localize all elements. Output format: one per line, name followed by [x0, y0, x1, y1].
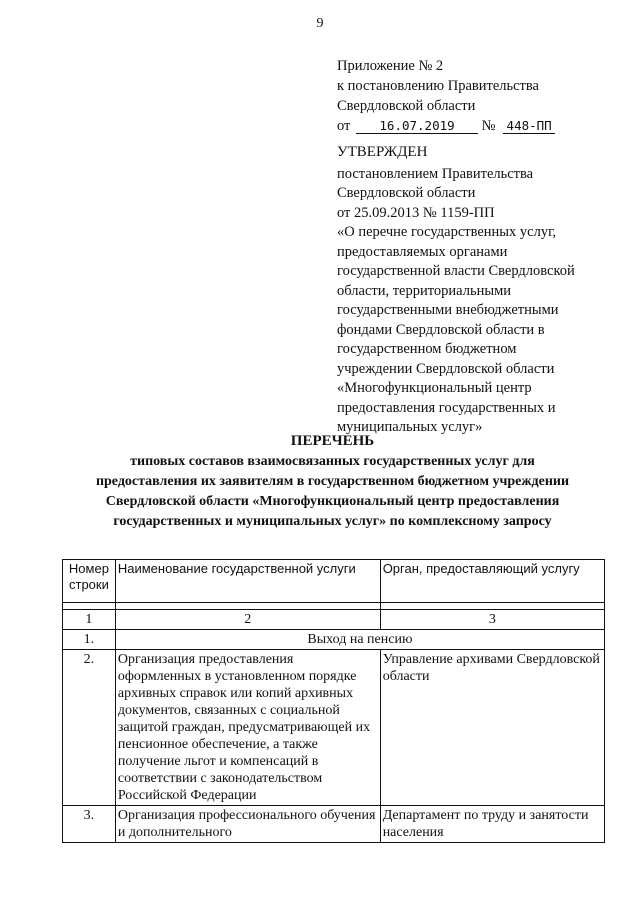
approved-block [337, 143, 627, 438]
header-number: Номер строки [63, 560, 116, 603]
approved-line: Свердловской области [337, 185, 476, 201]
column-number: 2 [115, 610, 380, 630]
approved-line: «О перечне государственных услуг, [337, 224, 557, 240]
title-line: типовых составов взаимосвязанных государственных услуг для [130, 454, 535, 469]
resolution-date: 16.07.2019 [356, 118, 478, 134]
column-number-row [63, 610, 605, 630]
appendix-line-1: Приложение № 2 [337, 58, 444, 74]
header-service: Наименование государственной услуги [115, 560, 380, 603]
appendix-line-3: Свердловской области [337, 98, 476, 114]
section-title: Выход на пенсию [115, 630, 604, 650]
table-row [63, 806, 605, 843]
column-number: 1 [63, 610, 116, 630]
row-number: 3. [63, 806, 116, 843]
table-row [63, 650, 605, 806]
approved-line: предоставления государственных и [337, 399, 556, 416]
row-number: 2. [63, 650, 116, 806]
appendix-date-line [337, 116, 627, 136]
approved-line: области, территориальными [337, 282, 512, 299]
services-table [62, 559, 605, 843]
number-prefix: № [481, 118, 496, 134]
column-number: 3 [380, 610, 604, 630]
approved-line: постановлением Правительства [337, 165, 534, 182]
row-service: Организация профессионального обучения и дополнительного [115, 806, 380, 843]
approved-line: государственными внебюджетными [337, 302, 559, 318]
approved-line: предоставляемых органами [337, 243, 508, 260]
table-header-row [63, 560, 605, 603]
row-agency: Управление архивами Свердловской области [380, 650, 604, 806]
page-number: 9 [316, 16, 324, 31]
approved-line: государственной власти Свердловской [337, 263, 575, 279]
title-line: государственных и муниципальных услуг» по комплексному запросу [113, 514, 552, 529]
section-number: 1. [63, 630, 116, 650]
title-line: предоставления их заявителям в государственном бюджетном учреждении [95, 474, 570, 489]
approved-line: «Многофункциональный центр [337, 380, 532, 396]
header-agency: Орган, предоставляющий услугу [380, 560, 604, 603]
appendix-line-2: к постановлению Правительства [337, 78, 539, 94]
approved-line: фондами Свердловской области в [337, 321, 545, 338]
resolution-number: 448-ПП [503, 118, 555, 134]
row-agency: Департамент по труду и занятости населения [380, 806, 604, 843]
approved-line: государственном бюджетном [337, 341, 517, 357]
date-prefix: от [337, 118, 351, 134]
approved-line: от 25.09.2013 № 1159-ПП [337, 204, 495, 221]
table-gap [63, 603, 605, 610]
title-heading: ПЕРЕЧЕНЬ [290, 433, 375, 449]
row-service: Организация предоставления оформленных в установленном порядке архивных справок или копий архивных документов, связанных с социальной защитой граждан, предусматривающей их пенсионное обеспечение, а также получение льгот и компенсаций в соответствии с законодательством Российской Федерации [115, 650, 380, 806]
approved-heading: УТВЕРЖДЕН [337, 144, 428, 160]
approved-line: муниципальных услуг» [337, 419, 483, 435]
approved-line: учреждении Свердловской области [337, 360, 555, 377]
appendix-block [337, 56, 627, 136]
title-line: Свердловской области «Многофункциональный центр предоставления [105, 494, 560, 509]
document-title [40, 432, 625, 532]
section-row [63, 630, 605, 650]
